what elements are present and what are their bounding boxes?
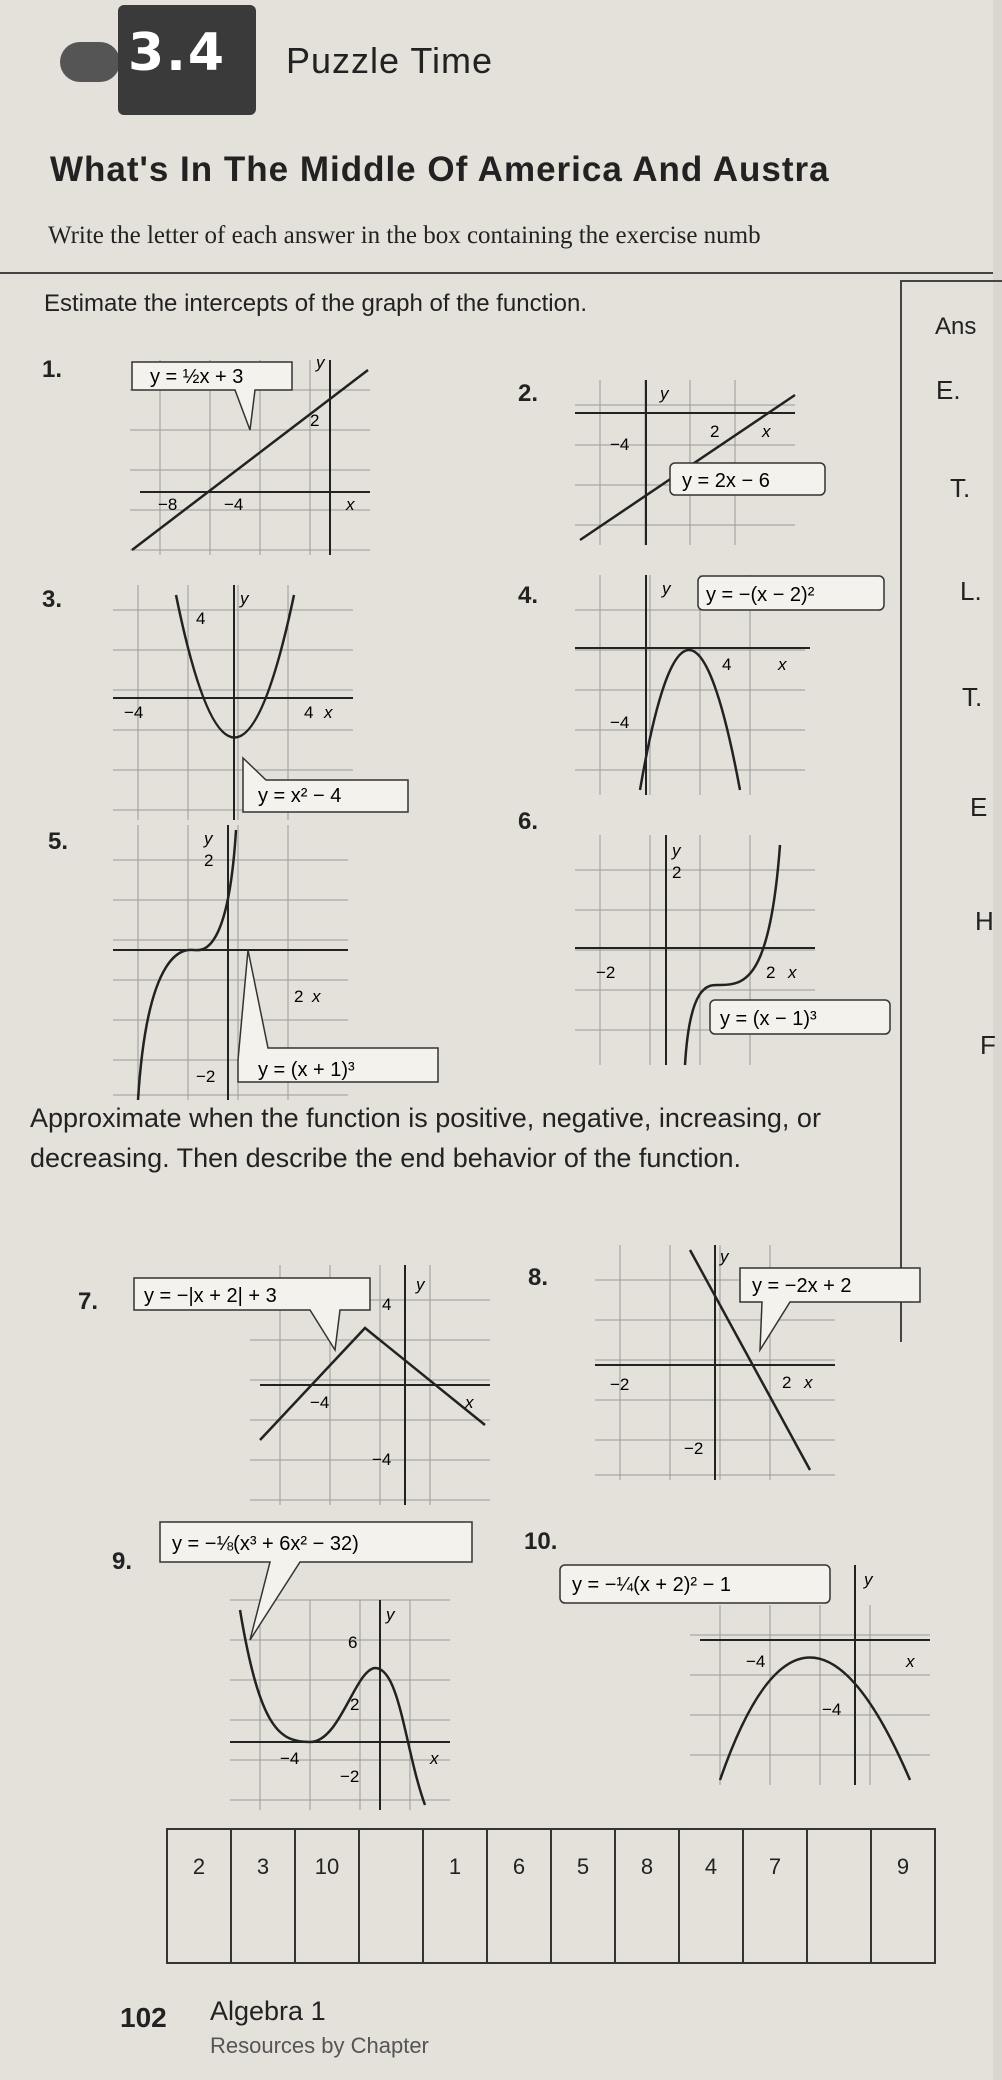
answer-letter: E. [936,375,961,405]
graph-8 [590,1240,930,1485]
tick-label: 2 [350,1695,360,1714]
tick-label: x [430,1749,439,1768]
tick-label: y [316,353,325,372]
tick-label: −4 [280,1749,300,1768]
tick-label: 2 [672,863,682,882]
answer-cell[interactable] [808,1830,872,1962]
tick-label: x [312,987,321,1006]
section2-instruction: Approximate when the function is positive, negative, increasing, or decreasing. Then describe the end behavior of the function. [30,1103,821,1173]
instructions: Write the letter of each answer in the box containing the exercise numb [48,222,761,249]
equation-label: y = (x + 1)³ [258,1059,355,1081]
tick-label: −4 [610,713,630,732]
tick-label: 4 [304,703,314,722]
page-number: 102 [120,2002,167,2033]
graph-3 [108,580,418,830]
tick-label: 2 [294,987,304,1006]
tick-label: y [660,384,669,403]
tick-label: 2 [782,1373,792,1392]
exercise-number: 10. [524,1528,558,1555]
tick-label: x [324,703,333,722]
exercise-number: 4. [518,582,539,609]
equation-label: y = −|x + 2| + 3 [144,1285,277,1307]
section1-instruction: Estimate the intercepts of the graph of the function. [44,290,587,317]
exercise-number: 2. [518,380,539,407]
tick-label: x [465,1393,474,1412]
graph-4 [570,570,890,800]
answer-cell[interactable]: 10 [296,1830,360,1962]
answer-cell[interactable] [360,1830,424,1962]
equation-label: y = 2x − 6 [682,470,770,492]
exercise-number: 5. [48,828,69,855]
answer-cell[interactable]: 7 [744,1830,808,1962]
answer-head: Ans [935,313,977,340]
graph-10 [560,1555,940,1795]
tick-label: y [204,829,213,848]
exercise-number: 1. [42,356,63,383]
exercise-number: 7. [78,1288,99,1315]
divider [0,272,993,274]
graph-1 [120,350,380,560]
tick-label: 4 [382,1295,392,1314]
answer-grid [166,1828,936,1964]
exercise-number: 8. [528,1264,549,1291]
tick-label: −2 [596,963,616,982]
answer-letter: E [970,792,988,822]
equation-label: y = −¼(x + 2)² − 1 [572,1574,731,1596]
tick-label: −4 [124,703,144,722]
tick-label: y [662,579,671,598]
section-badge: 3.4 [118,5,256,115]
tick-label: 4 [722,655,732,674]
tick-label: x [906,1652,915,1671]
riddle-heading: What's In The Middle Of America And Austra [50,150,830,189]
tick-label: y [416,1275,425,1294]
answer-letter: T. [962,682,983,712]
equation-label: y = −⅛(x³ + 6x² − 32) [172,1533,359,1555]
book-subtitle: Resources by Chapter [210,2033,429,2058]
answer-cell[interactable]: 5 [552,1830,616,1962]
equation-label: y = −2x + 2 [752,1275,852,1297]
book-title: Algebra 1 [210,1996,326,2026]
tick-label: y [240,589,249,608]
exercise-number: 6. [518,808,539,835]
tick-label: −4 [372,1450,392,1469]
tick-label: y [386,1605,395,1624]
answer-letter: T. [950,473,971,503]
answer-cell[interactable]: 8 [616,1830,680,1962]
tick-label: x [778,655,787,674]
tick-label: 2 [710,422,720,441]
tick-label: −4 [822,1700,842,1719]
tick-label: −4 [610,435,630,454]
tick-label: x [804,1373,813,1392]
tick-label: 4 [196,609,206,628]
graph-5 [108,820,438,1110]
answer-letter: H [975,906,994,936]
answer-letter: F [980,1030,996,1060]
tick-label: x [346,495,355,514]
answer-cell[interactable]: 3 [232,1830,296,1962]
equation-label: y = x² − 4 [258,785,342,807]
tick-label: −2 [610,1375,630,1394]
answer-cell[interactable]: 2 [168,1830,232,1962]
answer-cell[interactable]: 9 [896,1854,910,1879]
answer-cell[interactable]: 4 [680,1830,744,1962]
tick-label: 2 [204,851,214,870]
tick-label: −2 [684,1439,704,1458]
answer-cell[interactable]: 6 [488,1830,552,1962]
exercise-number: 9. [112,1548,133,1575]
tick-label: −2 [340,1767,360,1786]
graph-2 [570,375,830,550]
tick-label: y [864,1570,873,1589]
answer-letter: L. [960,576,982,606]
graph-7 [120,1260,500,1510]
tick-label: −4 [310,1393,330,1412]
graph-6 [570,830,900,1070]
puzzle-title: Puzzle Time [286,40,494,81]
equation-label: y = −(x − 2)² [706,584,815,606]
puzzle-knob-decoration [60,42,120,82]
tick-label: x [762,422,771,441]
answer-cell[interactable]: 1 [424,1830,488,1962]
tick-label: 2 [310,411,320,430]
equation-label: y = (x − 1)³ [720,1008,817,1030]
tick-label: −8 [158,495,178,514]
exercise-number: 3. [42,586,63,613]
tick-label: y [720,1247,729,1266]
graph-9 [150,1520,490,1820]
equation-label: y = ½x + 3 [150,366,244,388]
tick-label: y [672,841,681,860]
tick-label: 6 [348,1633,358,1652]
tick-label: 2 [766,963,776,982]
tick-label: x [788,963,797,982]
tick-label: −4 [224,495,244,514]
tick-label: −4 [746,1652,766,1671]
tick-label: −2 [196,1067,216,1086]
